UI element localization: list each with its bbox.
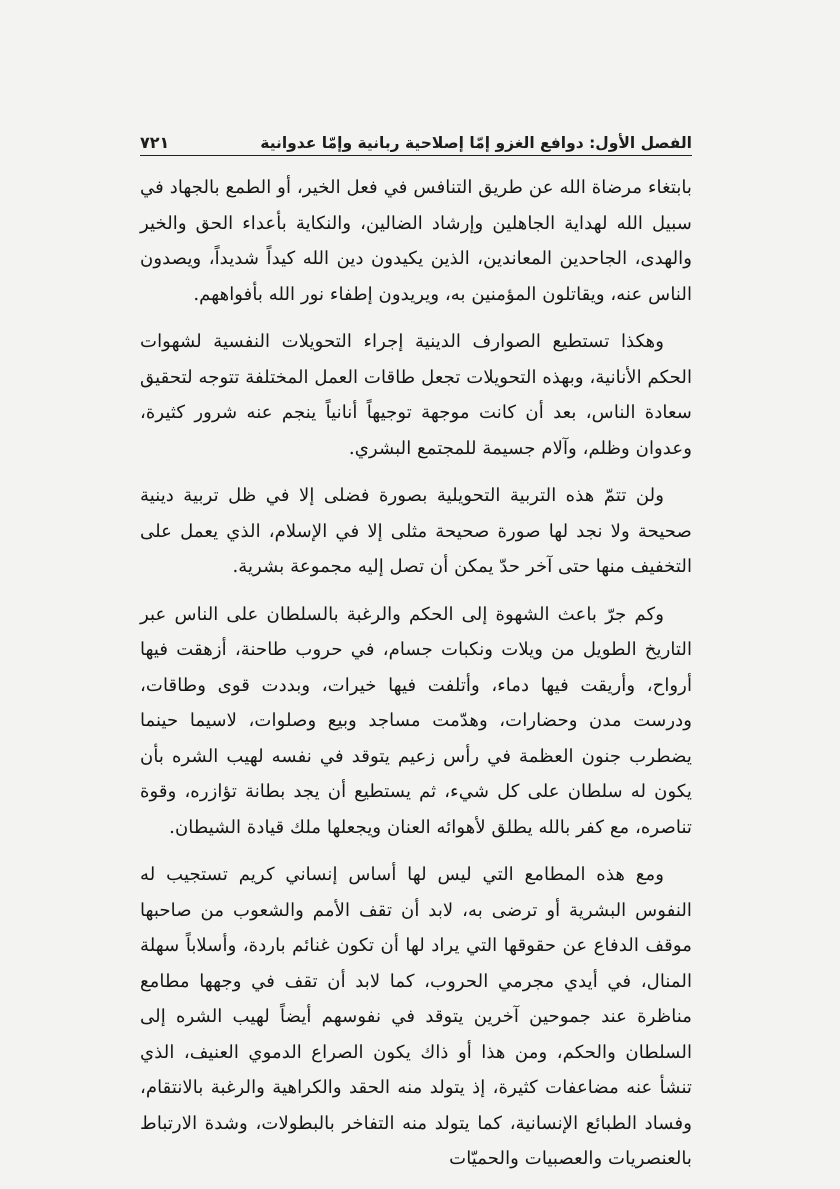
paragraph-1: بابتغاء مرضاة الله عن طريق التنافس في فعل الخير، أو الطمع بالجهاد في سبيل الله لهداية الجاهلين وإرشاد الضالين، والنكاية بأعداء الحق والخير والهدى، الجاحدين المعاندين، الذين يكيدون دين الله كيداً شديداً، ويصدون الناس عنه، ويقاتلون المؤمنين به، ويريدون إطفاء نور الله بأفواههم.	[140, 177, 692, 305]
page-header	[140, 118, 692, 152]
paragraph-3: ولن تتمّ هذه التربية التحويلية بصورة فضلى إلا في ظل تربية دينية صحيحة ولا نجد لها صورة صحيحة مثلى إلا في الإسلام، الذي يعمل على التخفيف منها حتى آخر حدّ يمكن أن تصل إليه مجموعة بشرية.	[140, 485, 692, 577]
paragraph-4: وكم جرّ باعث الشهوة إلى الحكم والرغبة بالسلطان على الناس عبر التاريخ الطويل من ويلات ونكبات جسام، في حروب طاحنة، أزهقت فيها أرواح، وأريقت فيها دماء، وأتلفت فيها خيرات، وبددت قوى وطاقات، ودرست مدن وحضارات، وهدّمت مساجد وبيع وصلوات، لاسيما حينما يضطرب جنون العظمة في رأس زعيم يتوقد في نفسه لهيب الشره بأن يكون له سلطان على كل شيء، ثم يستطيع أن يجد بطانة تؤازره، وقوة تناصره، مع كفر بالله يطلق لأهوائه العنان ويجعلها ملك قيادة الشيطان.	[140, 603, 692, 838]
body-text	[140, 170, 692, 1189]
running-title: الفصل الأول: دوافع الغزو إمّا إصلاحية ربانية وإمّا عدوانية	[260, 134, 692, 152]
header-rule	[140, 155, 692, 156]
paragraph-2: وهكذا تستطيع الصوارف الدينية إجراء التحويلات النفسية لشهوات الحكم الأنانية، وبهذه التحويلات تجعل طاقات العمل المختلفة تتوجه لتحقيق سعادة الناس، بعد أن كانت موجهة توجيهاً أنانياً ينجم عنه شرور كثيرة، وعدوان وظلم، وآلام جسيمة للمجتمع البشري.	[140, 331, 692, 459]
paragraph-5: ومع هذه المطامع التي ليس لها أساس إنساني كريم تستجيب له النفوس البشرية أو ترضى به، لابد أن تقف الأمم والشعوب من صاحبها موقف الدفاع عن حقوقها التي يراد لها أن تكون غنائم باردة، وأسلاباً سهلة المنال، في أيدي مجرمي الحروب، كما لابد أن تقف في وجهها مطامع مناظرة عند جموحين آخرين يتوقد في نفوسهم أيضاً لهيب الشره إلى السلطان والحكم، ومن هذا أو ذاك يكون الصراع الدموي العنيف، الذي تنشأ عنه مضاعفات كثيرة، إذ يتولد منه الحقد والكراهية والرغبة بالانتقام، وفساد الطبائع الإنسانية، كما يتولد منه التفاخر بالبطولات، وشدة الارتباط بالعنصريات والعصبيات والحميّات	[140, 864, 692, 1169]
page-number: ٧٢١	[140, 133, 170, 152]
